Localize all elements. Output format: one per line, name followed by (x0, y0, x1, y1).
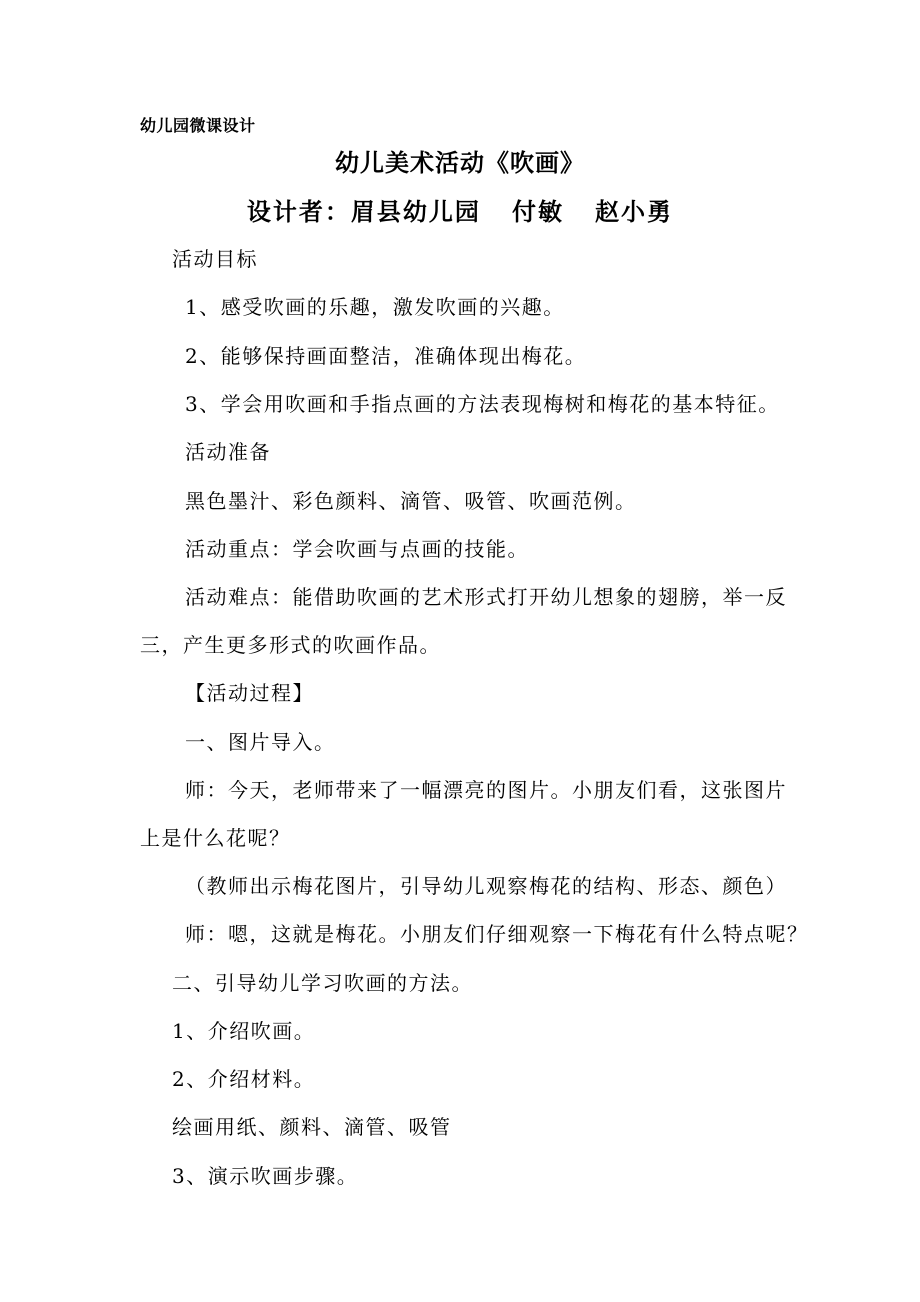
section-heading-process: 【活动过程】 (185, 681, 314, 705)
paragraph-continuation: 上是什么花呢？ (140, 826, 291, 850)
paragraph: 活动重点：学会吹画与点画的技能。 (185, 537, 529, 561)
section-heading-goals: 活动目标 (172, 247, 258, 271)
section-heading-preparation: 活动准备 (185, 440, 271, 464)
paragraph: 黑色墨汁、彩色颜料、滴管、吸管、吹画范例。 (185, 489, 637, 513)
paragraph: 师：嗯，这就是梅花。小朋友们仔细观察一下梅花有什么特点呢？ (185, 922, 809, 946)
list-item: 2、介绍材料。 (172, 1067, 316, 1091)
paragraph: 师：今天，老师带来了一幅漂亮的图片。小朋友们看，这张图片 (185, 778, 787, 802)
list-item: 1、介绍吹画。 (172, 1019, 316, 1043)
paragraph: （教师出示梅花图片，引导幼儿观察梅花的结构、形态、颜色） (185, 874, 787, 898)
document-subtitle: 设计者：眉县幼儿园 付敏 赵小勇 (246, 197, 674, 226)
document-title: 幼儿美术活动《吹画》 (335, 149, 585, 177)
goal-item: 2、能够保持画面整洁，准确体现出梅花。 (185, 344, 587, 368)
goal-item: 3、学会用吹画和手指点画的方法表现梅树和梅花的基本特征。 (185, 392, 780, 416)
step-heading: 二、引导幼儿学习吹画的方法。 (172, 971, 473, 995)
page-header: 幼儿园微课设计 (140, 116, 256, 135)
paragraph: 活动难点：能借助吹画的艺术形式打开幼儿想象的翅膀，举一反 (185, 585, 787, 609)
goal-item: 1、感受吹画的乐趣，激发吹画的兴趣。 (185, 295, 565, 319)
paragraph-continuation: 三，产生更多形式的吹画作品。 (140, 633, 441, 657)
paragraph: 绘画用纸、颜料、滴管、吸管 (172, 1115, 452, 1139)
step-heading: 一、图片导入。 (185, 730, 336, 754)
list-item: 3、演示吹画步骤。 (172, 1164, 359, 1188)
